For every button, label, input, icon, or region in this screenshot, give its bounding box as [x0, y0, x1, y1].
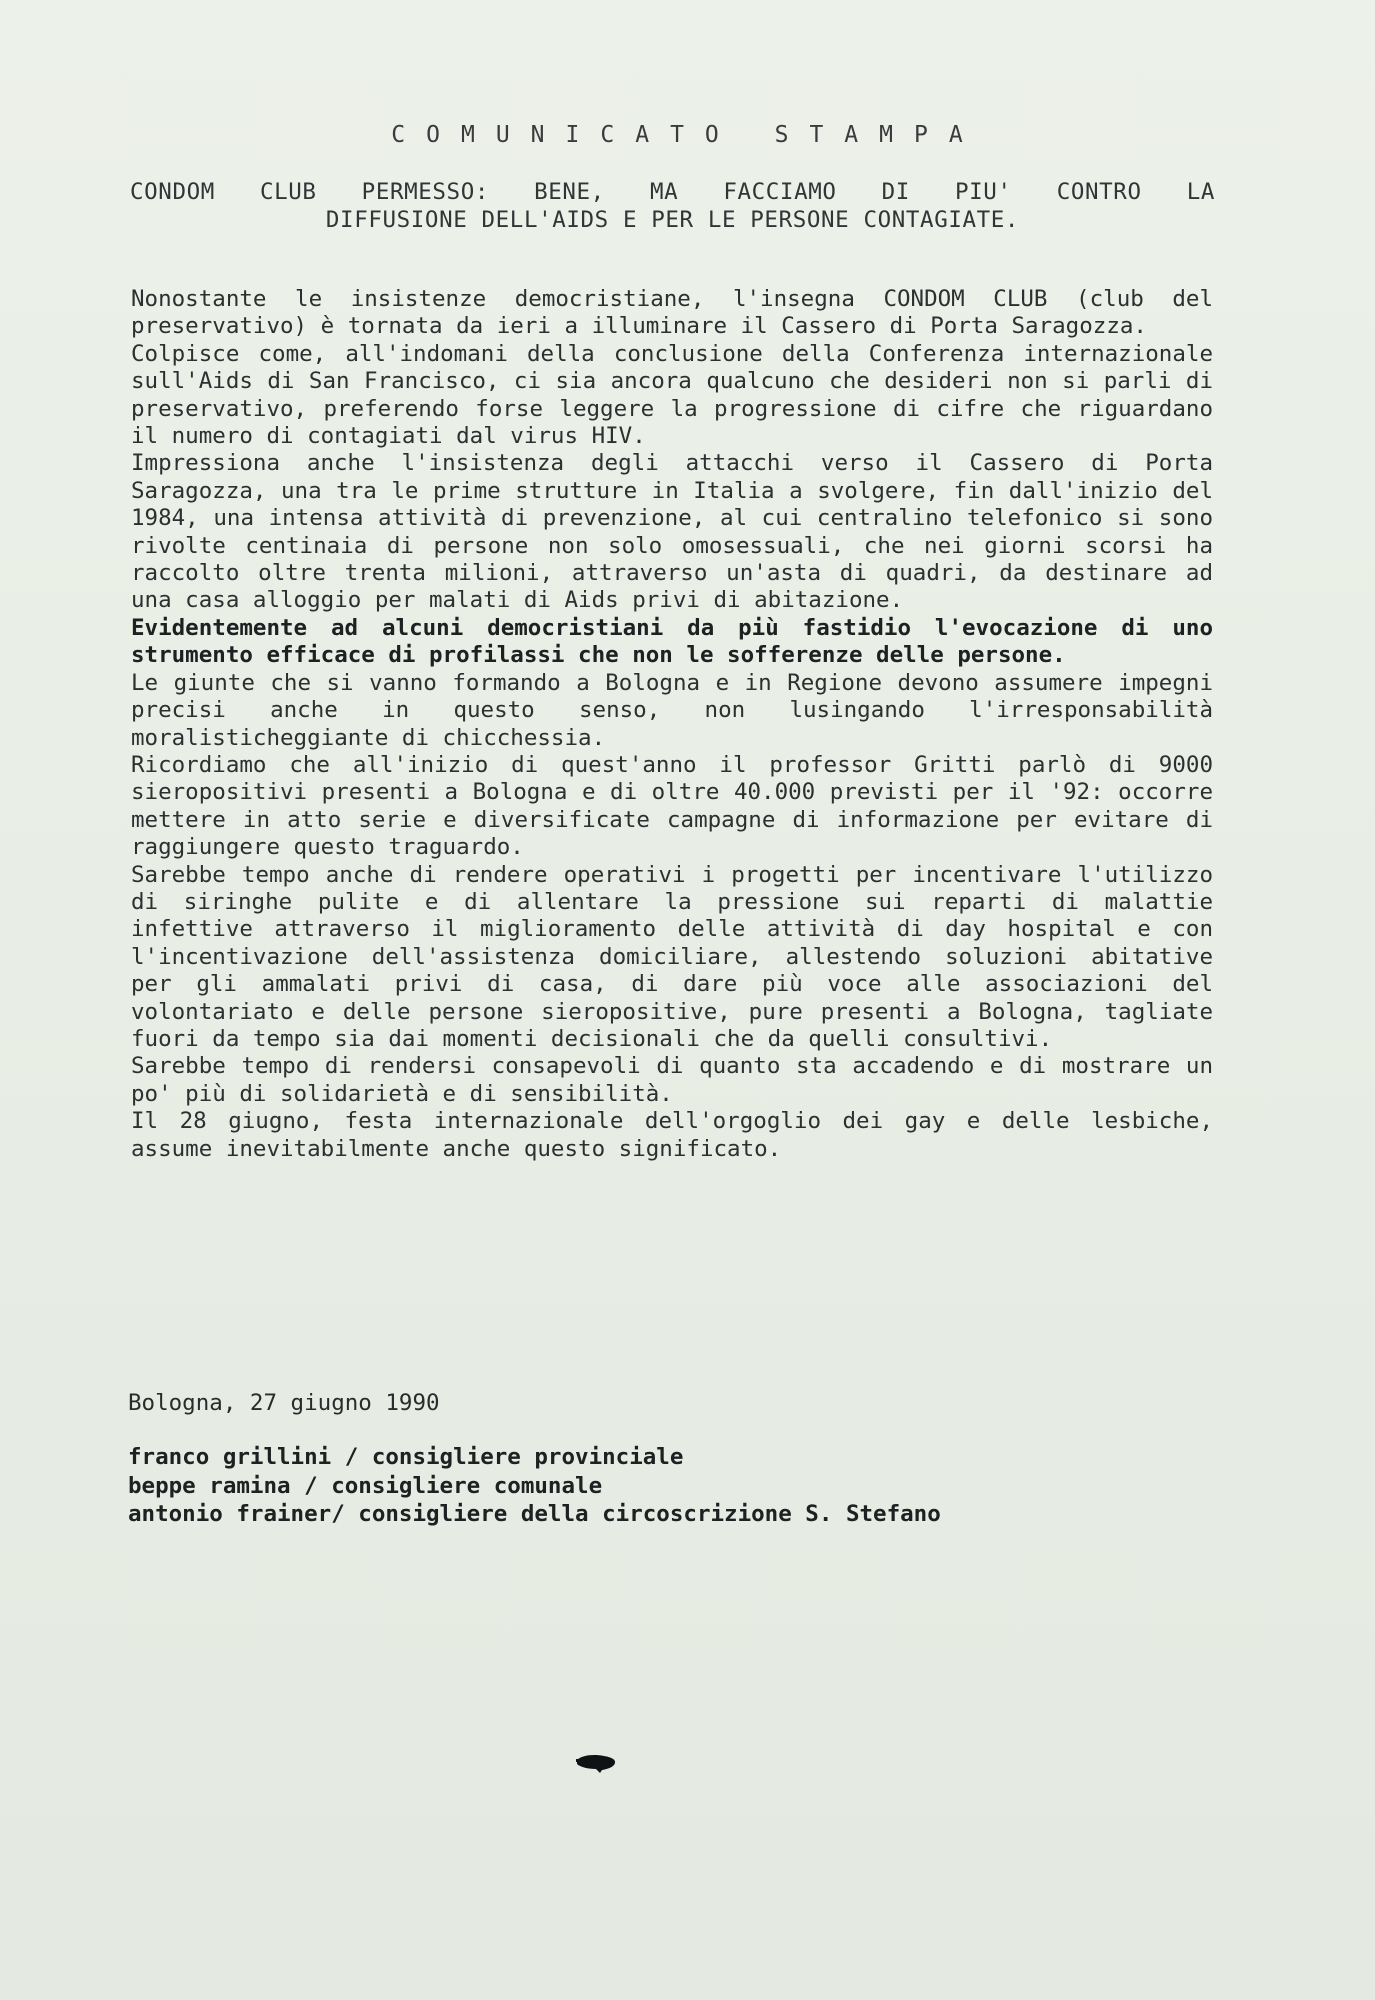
paragraph: Ricordiamo che all'inizio di quest'anno il professor Gritti parlò di 9000 sieropositivi presenti a Bologna e di oltre 40.000 previsti per il '92: occorre mettere in atto serie e diversificate campagne di informazione per evitare di raggiungere questo traguardo.: [131, 751, 1213, 861]
subtitle-line-1: CONDOM CLUB PERMESSO: BENE, MA FACCIAMO DI PIU' CONTRO LA: [130, 179, 1215, 205]
subtitle-line-2: DIFFUSIONE DELL'AIDS E PER LE PERSONE CONTAGIATE.: [325, 207, 1020, 233]
document-body: [131, 286, 1213, 1163]
paragraph-emphasis: Evidentemente ad alcuni democristiani da più fastidio l'evocazione di uno strumento efficace di profilassi che non le sofferenze delle persone.: [131, 614, 1213, 669]
paragraph: Sarebbe tempo di rendersi consapevoli di quanto sta accadendo e di mostrare un po' più di solidarietà e di sensibilità.: [131, 1053, 1213, 1107]
signature-line: antonio frainer/ consigliere della circoscrizione S. Stefano: [128, 1501, 941, 1527]
date-line: Bologna, 27 giugno 1990: [128, 1390, 440, 1416]
document-heading: COMUNICATO STAMPA: [391, 122, 984, 148]
paragraph: Il 28 giugno, festa internazionale dell'orgoglio dei gay e delle lesbiche, assume inevitabilmente anche questo significato.: [131, 1108, 1213, 1162]
signature-line: franco grillini / consigliere provinciale: [128, 1444, 684, 1470]
paragraph: Sarebbe tempo anche di rendere operativi i progetti per incentivare l'utilizzo di siringhe pulite e di allentare la pressione sui reparti di malattie infettive attraverso il miglioramento delle attività di day hospital e con l'incentivazione dell'assistenza domiciliare, allestendo soluzioni abitative per gli ammalati privi di casa, di dare più voce alle associazioni del volontariato e delle persone sieropositive, pure presenti a Bologna, tagliate fuori da tempo sia dai momenti decisionali che da quelli consultivi.: [131, 861, 1213, 1052]
signature-line: beppe ramina / consigliere comunale: [128, 1472, 603, 1499]
paragraph: Nonostante le insistenze democristiane, l'insegna CONDOM CLUB (club del preservativo) è tornata da ieri a illuminare il Cassero di Porta Saragozza.: [131, 286, 1213, 340]
ink-blot-mark: [574, 1752, 618, 1774]
paragraph: Le giunte che si vanno formando a Bologna e in Regione devono assumere impegni precisi anche in questo senso, non lusingando l'irresponsabilità moralisticheggiante di chicchessia.: [131, 669, 1213, 751]
paragraph: Colpisce come, all'indomani della conclusione della Conferenza internazionale sull'Aids di San Francisco, ci sia ancora qualcuno che desideri non si parli di preservativo, preferendo forse leggere la progressione di cifre che riguardano il numero di contagiati dal virus HIV.: [131, 340, 1213, 450]
paragraph: Impressiona anche l'insistenza degli attacchi verso il Cassero di Porta Saragozza, una tra le prime strutture in Italia a svolgere, fin dall'inizio del 1984, una intensa attività di prevenzione, al cui centralino telefonico si sono rivolte centinaia di persone non solo omosessuali, che nei giorni scorsi ha raccolto oltre trenta milioni, attraverso un'asta di quadri, da destinare ad una casa alloggio per malati di Aids privi di abitazione.: [131, 450, 1213, 614]
signature-block: [128, 1443, 941, 1529]
document-subtitle: [130, 178, 1215, 234]
